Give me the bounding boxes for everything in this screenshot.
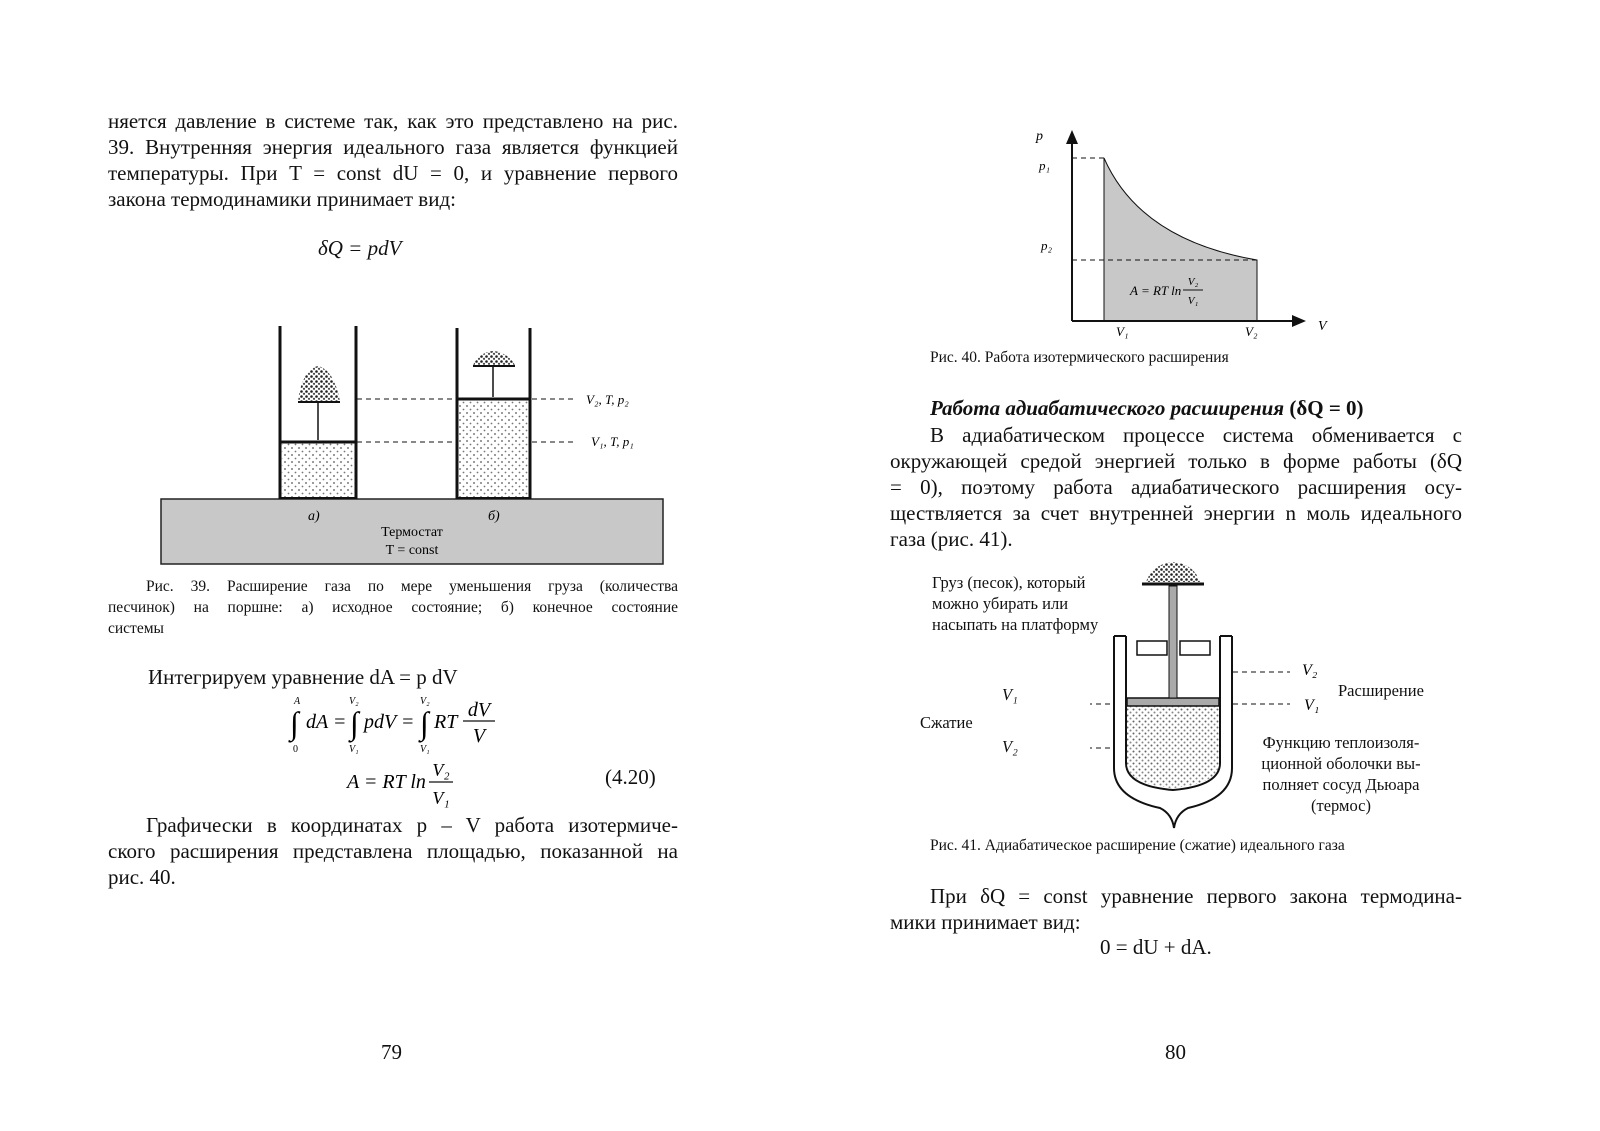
page-80 — [800, 0, 1600, 1131]
svg-text:V: V — [472, 725, 486, 747]
v1-label: V₁ — [1116, 324, 1129, 339]
dewar-label-line: Функцию теплоизоля- — [1262, 733, 1420, 752]
piston-rod — [1169, 586, 1177, 698]
svg-text:∫: ∫ — [290, 705, 299, 741]
svg-text:V₁: V₁ — [1187, 295, 1199, 307]
text-line: При δQ = const уравнение первого закона термодина- — [930, 884, 1462, 908]
expansion-label: Расширение — [1338, 681, 1424, 700]
text-line: окружающей средой энергией только в форме работы (δQ — [890, 449, 1462, 473]
heading-condition: (δQ = 0) — [1289, 396, 1364, 420]
equation-adiabatic: 0 = dU + dA. — [1100, 935, 1212, 959]
svg-text:∫: ∫ — [350, 705, 359, 741]
text-line: ского расширения представлена площадью, показанной на — [108, 839, 678, 863]
dewar-label-line: ционной оболочки вы- — [1261, 754, 1421, 773]
figure-40-caption: Рис. 40. Работа изотермического расширения — [930, 349, 1229, 366]
caption-line: Рис. 39. Расширение газа по мере уменьшения груза (количества — [146, 578, 678, 595]
text-line: Графически в координатах p – V работа изотермиче- — [146, 813, 678, 837]
figure-40-pv-diagram — [1020, 120, 1340, 350]
axis-x-label: V — [1318, 319, 1327, 334]
piston — [1127, 698, 1219, 706]
p2-label: p₂ — [1041, 238, 1053, 253]
figure-39-diagram — [150, 320, 680, 570]
svg-text:V₂: V₂ — [420, 696, 430, 707]
v2-label: V₂ — [1245, 324, 1258, 339]
label-a: а) — [308, 509, 320, 524]
load-label-line: Груз (песок), который — [932, 573, 1086, 592]
caption-line: системы — [108, 620, 164, 637]
load-label-line: насыпать на платформу — [932, 615, 1099, 634]
thermostat-condition: T = const — [385, 543, 439, 558]
figure-39-caption — [108, 576, 678, 639]
svg-text:dV: dV — [467, 699, 491, 721]
text-line: = 0), поэтому работа адиабатического расширения осу- — [890, 475, 1462, 499]
result-equation — [345, 758, 475, 814]
paragraph-graphical — [108, 812, 678, 890]
svg-text:A = RT ln: A = RT ln — [1130, 283, 1182, 298]
paragraph-isothermal-intro — [108, 108, 678, 212]
paragraph-adiabatic — [890, 422, 1462, 552]
svg-text:pdV =: pdV = — [364, 711, 415, 733]
section-heading-adiabatic — [930, 396, 1364, 421]
label-v2-state: V₂, T, p₂ — [586, 392, 629, 407]
heading-italic: Работа адиабатического расширения — [930, 396, 1285, 420]
label-b: б) — [488, 509, 500, 524]
label-v1-state: V₁, T, p₁ — [591, 434, 634, 449]
svg-text:V₁: V₁ — [420, 744, 430, 755]
dewar-label-line: (термос) — [1311, 796, 1371, 815]
page-number: 80 — [1165, 1040, 1186, 1064]
svg-text:V₁: V₁ — [432, 788, 450, 808]
equation-number: (4.20) — [605, 765, 656, 789]
text-line: няется давление в системе так, как это представлено на рис. — [108, 109, 678, 133]
dewar-label-line: полняет сосуд Дьюара — [1262, 775, 1420, 794]
text-line: газа (рис. 41). — [890, 527, 1013, 551]
svg-text:A: A — [294, 696, 301, 707]
svg-text:∫: ∫ — [420, 705, 429, 741]
integral-equation — [280, 690, 520, 760]
svg-text:0: 0 — [293, 744, 298, 755]
load-label-line: можно убирать или — [932, 594, 1069, 613]
text-line: ществляется за счет внутренней энергии n моль идеального — [890, 501, 1462, 525]
caption-line: песчинок) на поршне: а) исходное состояние; б) конечное состояние — [108, 599, 678, 616]
axis-y-label: p — [1036, 129, 1043, 144]
text-line: мики принимает вид: — [890, 910, 1081, 934]
figure-41-caption: Рис. 41. Адиабатическое расширение (сжатие) идеального газа — [930, 837, 1345, 854]
stop-right — [1180, 641, 1210, 655]
integrate-text: Интегрируем уравнение dA = p dV — [148, 665, 458, 689]
text-line: рис. 40. — [108, 865, 176, 889]
svg-text:A = RT ln: A = RT ln — [347, 771, 426, 793]
equation-first-law-isothermal: δQ = pdV — [318, 236, 402, 260]
thermostat-label: Термостат — [381, 525, 443, 540]
paragraph-first-law — [890, 883, 1462, 935]
svg-text:RT: RT — [434, 711, 458, 733]
stop-left — [1137, 641, 1167, 655]
dewar-label — [1246, 732, 1436, 816]
text-line: закона термодинамики принимает вид: — [108, 187, 456, 211]
svg-text:V₁: V₁ — [349, 744, 359, 755]
p1-label: p₁ — [1039, 158, 1051, 173]
load-label — [932, 572, 1098, 635]
v2-left-label: V₂ — [1002, 737, 1018, 756]
svg-text:V₂: V₂ — [349, 696, 359, 707]
svg-text:V₂: V₂ — [432, 760, 450, 780]
v1-left-label: V₁ — [1002, 685, 1018, 704]
compression-label: Сжатие — [920, 713, 973, 732]
svg-text:dA =: dA = — [306, 711, 347, 733]
text-line: В адиабатическом процессе система обменивается с — [930, 423, 1462, 447]
gas-region — [1127, 705, 1219, 788]
v1-right-label: V₁ — [1304, 697, 1320, 714]
v2-right-label: V₂ — [1302, 662, 1318, 679]
text-line: 39. Внутренняя энергия идеального газа является функцией — [108, 135, 678, 159]
svg-text:V₂: V₂ — [1187, 276, 1199, 288]
text-line: температуры. При T = const dU = 0, и уравнение первого — [108, 161, 678, 185]
page-number: 79 — [381, 1040, 402, 1064]
